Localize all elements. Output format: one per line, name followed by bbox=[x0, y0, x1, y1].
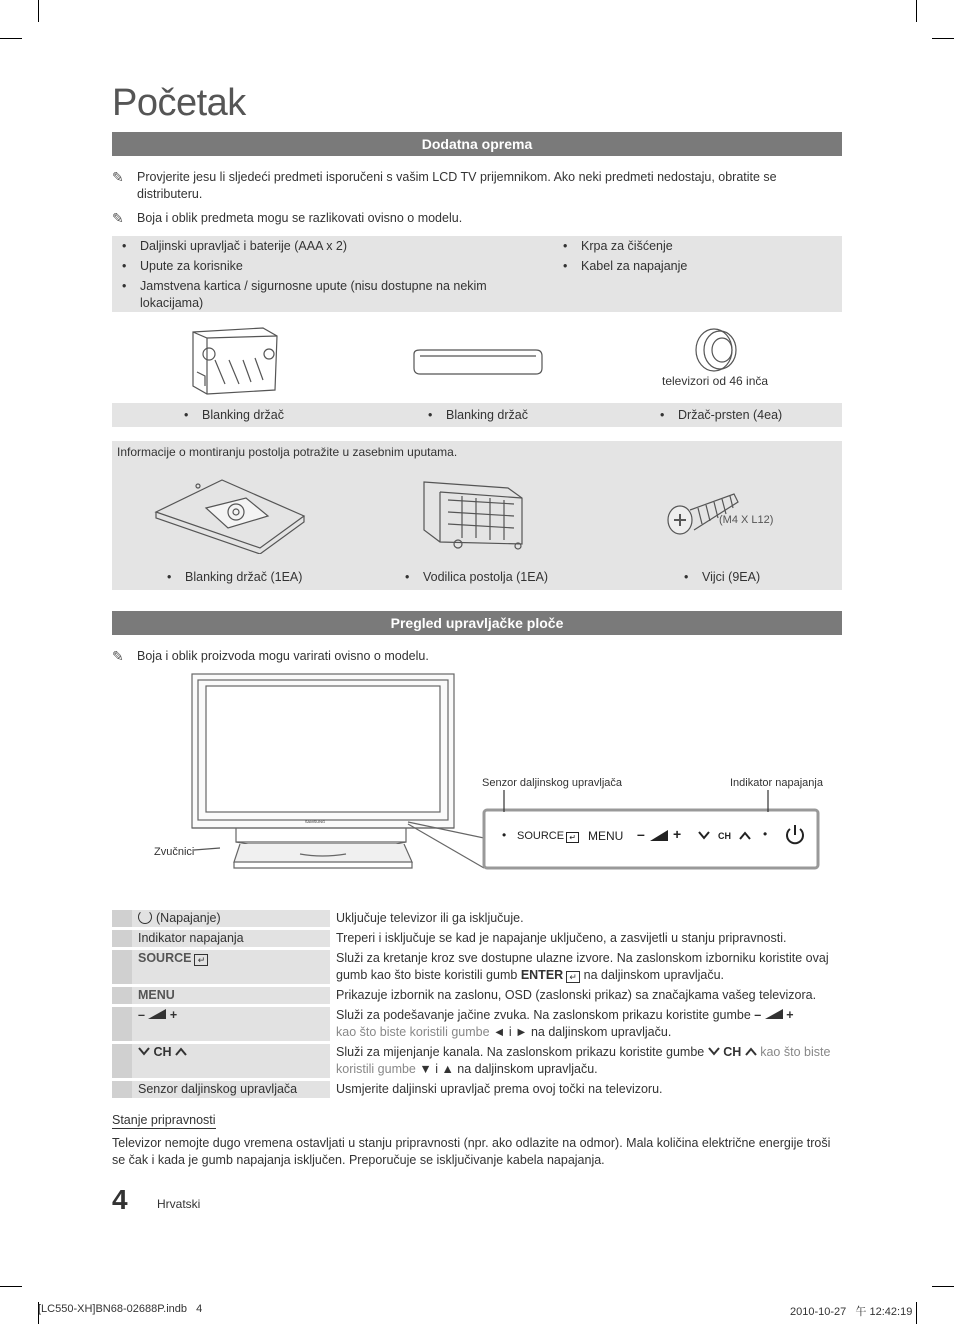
chevron-down-icon bbox=[708, 1047, 720, 1056]
menu-button[interactable]: MENU bbox=[588, 829, 624, 843]
table-row: Senzor daljinskog upravljača Usmjerite daljinski upravljač prema ovoj točki na televizoru. bbox=[112, 1081, 842, 1098]
power-indicator-dot: • bbox=[763, 827, 768, 841]
holder-ring-image bbox=[692, 326, 744, 374]
note: ✎ Boja i oblik proizvoda mogu varirati ovisno o modelu. bbox=[112, 648, 429, 664]
language-label: Hrvatski bbox=[157, 1197, 201, 1211]
crop-mark bbox=[0, 38, 22, 39]
ring-caption: televizori od 46 inča bbox=[662, 374, 769, 388]
blanking-bracket-image bbox=[185, 324, 285, 398]
list-item: • Daljinski upravljač i baterije (AAA x 2) bbox=[122, 239, 348, 253]
source-enter-icon: ↵ bbox=[566, 832, 579, 843]
blanking-bracket-bar-image bbox=[410, 348, 544, 376]
table-row: Indikator napajanja Treperi i isključuje se kad je napajanje uključeno, a zasvijetli u stanju pripravnosti. bbox=[112, 930, 842, 947]
list-item: • Kabel za napajanje bbox=[563, 259, 688, 273]
volume-icon bbox=[765, 1009, 783, 1019]
power-icon bbox=[138, 910, 152, 924]
crop-mark bbox=[932, 38, 954, 39]
controls-table bbox=[112, 907, 842, 1101]
page-title: Početak bbox=[112, 82, 246, 124]
list-item: • Blanking držač bbox=[428, 408, 528, 422]
note: ✎ Boja i oblik predmeta mogu se razlikovati ovisno o modelu. bbox=[112, 210, 463, 226]
source-enter-icon: ↵ bbox=[194, 954, 208, 966]
callout-remote-sensor: Senzor daljinskog upravljača bbox=[482, 777, 623, 789]
stand-info: Informacije o montiranju postolja potražite u zasebnim uputama. bbox=[117, 445, 458, 459]
callout-power-indicator: Indikator napajanja bbox=[730, 777, 823, 789]
list-item: • Blanking držač (1EA) bbox=[167, 570, 303, 584]
table-row: MENU Prikazuje izbornik na zaslonu, OSD (zaslonski prikaz) sa značajkama vašeg televizora. bbox=[112, 987, 842, 1004]
chevron-up-icon bbox=[175, 1047, 187, 1056]
svg-text:SAMSUNG: SAMSUNG bbox=[304, 819, 326, 824]
chevron-down-icon[interactable] bbox=[698, 831, 710, 840]
remote-sensor-dot: • bbox=[502, 828, 507, 842]
standby-text: Televizor nemojte dugo vremena ostavljati u stanju pripravnosti (npr. ako odlazite na odmor). Mala količina električne energije troši se čak i kada je gumb napajanja isključen. Preporučuje se isključivanje kabela napajanja. bbox=[112, 1136, 831, 1167]
section-header-panel: Pregled upravljačke ploče bbox=[112, 611, 842, 635]
pencil-note-icon: ✎ bbox=[112, 169, 124, 185]
list-item: • Krpa za čišćenje bbox=[563, 239, 673, 253]
volume-up-button[interactable]: + bbox=[673, 826, 682, 842]
callout-speakers: Zvučnici bbox=[154, 846, 195, 858]
crop-mark bbox=[932, 1286, 954, 1287]
note: ✎ Provjerite jesu li sljedeći predmeti isporučeni s vašim LCD TV prijemnikom. Ako neki predmeti nedostaju, obratite se distributeru. bbox=[112, 169, 777, 201]
page-number: 4 bbox=[112, 1184, 128, 1215]
screw-size-label: (M4 X L12) bbox=[719, 514, 774, 526]
list-item: • Upute za korisnike bbox=[122, 259, 243, 273]
section-header-accessories: Dodatna oprema bbox=[112, 132, 842, 156]
table-row: SOURCE ↵ Služi za kretanje kroz sve dostupne ulazne izvore. Na zaslonskom izborniku koristite ovaj gumb kao što biste koristili gumb ENTER ↵ na daljinskom upravljaču. bbox=[112, 950, 842, 984]
list-item: • Blanking držač bbox=[184, 408, 284, 422]
pencil-note-icon: ✎ bbox=[112, 648, 124, 664]
footer-timestamp: 2010-10-27 午 12:42:19 bbox=[790, 1306, 913, 1318]
volume-icon bbox=[650, 830, 668, 841]
crop-mark bbox=[916, 1302, 917, 1324]
stand-guide-image bbox=[418, 478, 530, 552]
source-enter-icon: ↵ bbox=[566, 971, 580, 983]
chevron-down-icon bbox=[138, 1047, 150, 1056]
list-item: • Vijci (9EA) bbox=[684, 570, 761, 584]
crop-mark bbox=[38, 0, 39, 22]
power-icon[interactable] bbox=[784, 824, 806, 846]
screw-image bbox=[664, 488, 740, 536]
chevron-up-icon bbox=[745, 1047, 757, 1056]
ch-label: CH bbox=[718, 831, 731, 841]
volume-icon bbox=[148, 1009, 166, 1019]
table-row: CH Služi za mijenjanje kanala. Na zaslonskom prikazu koristite gumbe CH kao što biste koristili gumbe ▼ i ▲ na daljinskom upravljaču. bbox=[112, 1044, 842, 1078]
volume-down-button[interactable]: – bbox=[637, 826, 645, 842]
list-item: • Držač-prsten (4ea) bbox=[660, 408, 783, 422]
standby-heading: Stanje pripravnosti bbox=[112, 1113, 216, 1127]
list-item: • Jamstvena kartica / sigurnosne upute (nisu dostupne na nekim lokacijama) bbox=[122, 279, 487, 310]
crop-mark bbox=[916, 0, 917, 22]
crop-mark bbox=[0, 1286, 22, 1287]
footer-file-info: [LC550-XH]BN68-02688P.indb 4 bbox=[38, 1303, 203, 1315]
source-button[interactable]: SOURCE ↵ bbox=[517, 830, 579, 843]
pencil-note-icon: ✎ bbox=[112, 210, 124, 226]
table-row: – + Služi za podešavanje jačine zvuka. Na zaslonskom prikazu koristite gumbe – + kao što biste koristili gumbe ◄ i ► na daljinskom upravljaču. bbox=[112, 1007, 842, 1041]
chevron-up-icon[interactable] bbox=[739, 831, 751, 840]
list-item: • Vodilica postolja (1EA) bbox=[405, 570, 549, 584]
table-row: (Napajanje) Uključuje televizor ili ga isključuje. bbox=[112, 910, 842, 927]
stand-base-image bbox=[150, 472, 310, 554]
